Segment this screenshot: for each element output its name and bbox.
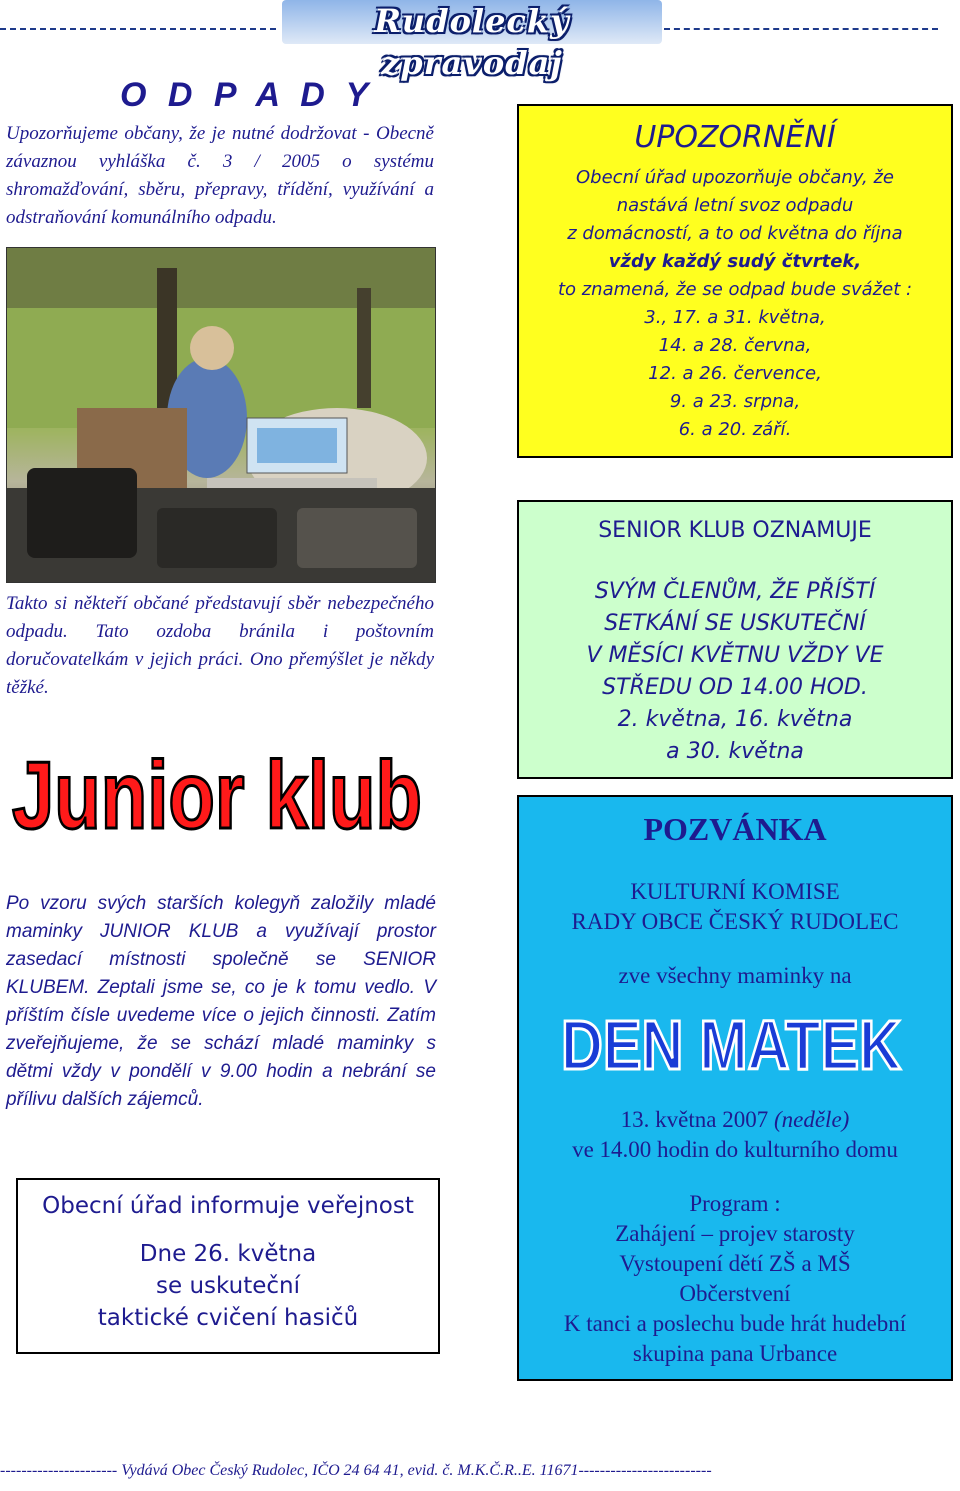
waste-photo-illustration [7,248,435,582]
senior-body [519,576,951,768]
upozorneni-line5: to znamená, že se odpad bude svážet : [557,279,913,300]
senior-line: 2. května, 16. května [617,707,853,732]
program-item: Zahájení – projev starosty [615,1221,855,1246]
odpady-text: Upozorňujeme občany, že je nutné dodržovat - Obecně závaznou vyhláška č. 3 / 2005 o systému shromažďování, sběru, přepravy, třídění, využívání a odstraňování komunálního odpadu. [6,123,434,228]
pozvanka-org2: RADY OBCE ČESKÝ RUDOLEC [571,909,899,934]
waste-schedule-notice [517,104,953,458]
photo-caption: Takto si někteří občané představují sběr nebezpečného odpadu. Tato ozdoba bránila i poštovním doručovatelkám v jejich práci. Ono přemýšlet je někdy těžké. [6,593,434,698]
mothers-day-invitation [517,795,953,1381]
junior-klub-logo [8,740,428,849]
date-line: 12. a 26. července, [648,363,822,384]
date-line: 14. a 28. června, [658,335,812,356]
senior-line: STŘEDU OD 14.00 HOD. [602,675,868,700]
program-title: Program : [689,1191,781,1216]
den-matek-logo [555,1001,915,1084]
program-item: K tanci a poslechu bude hrát hudební [563,1311,907,1336]
masthead-title: Rudolecký zpravodaj [374,2,570,82]
notice-line2: Dne 26. května [139,1241,317,1267]
program-item: Vystoupení dětí ZŠ a MŠ [619,1251,851,1276]
senior-line: SETKÁNÍ SE USKUTEČNÍ [604,611,866,636]
upozorneni-line4: vždy každý sudý čtvrtek, [608,251,862,272]
date-line: 6. a 20. září. [678,419,792,440]
den-matek-logo-text: DEN MATEK [561,1006,901,1084]
program-item: Občerstvení [679,1281,791,1306]
senior-line: a 30. května [666,739,804,764]
header-rule-left [0,28,276,30]
notice-line1: Obecní úřad informuje veřejnost [42,1193,414,1219]
event-day: (neděle) [773,1107,850,1132]
event-date: 13. května 2007 [620,1107,774,1132]
senior-line: V MĚSÍCI KVĚTNU VŽDY VE [586,643,884,668]
notice-line3: se uskuteční [156,1273,300,1299]
junior-klub-logo-text: Junior klub [12,742,422,849]
fire-drill-notice [16,1178,440,1354]
junior-klub-text: Po vzoru svých starších kolegyň založily mladé maminky JUNIOR KLUB a využívají prostor zasedací místnosti společně se SENIOR KLUBEM. Zeptali jsme se, co je k tomu vedlo. V příštím čísle uvedeme více o jejich činnosti. Zatím zveřejňujeme, že se schází mladé maminky s dětmi vždy v pondělí v 9.00 hodin a nebrání se přílivu dalších zájemců. [6,893,436,1110]
senior-club-notice [517,500,953,779]
date-line: 3., 17. a 31. května, [644,307,826,328]
pozvanka-date [519,1105,951,1135]
notice-line4: taktické cvičení hasičů [97,1305,359,1331]
odpady-heading: O D P A D Y [120,76,375,114]
pozvanka-title: POZVÁNKA [643,811,827,847]
header-rule-right [664,28,938,30]
pozvanka-invite: zve všechny maminky na [618,963,852,988]
upozorneni-line2: nastává letní svoz odpadu [616,195,854,216]
senior-title: SENIOR KLUB OZNAMUJE [598,518,872,543]
upozorneni-line1: Obecní úřad upozorňuje občany, že [576,167,894,188]
date-line: 9. a 23. srpna, [669,391,801,412]
senior-line: SVÝM ČLENŮM, ŽE PŘÍŠTÍ [594,579,876,604]
waste-photo [6,247,436,583]
program-item: skupina pana Urbance [632,1341,838,1366]
pozvanka-org1: KULTURNÍ KOMISE [630,879,840,904]
event-time: ve 14.00 hodin do kulturního domu [572,1137,898,1162]
upozorneni-title: UPOZORNĚNÍ [634,120,836,155]
footer-publisher-line: ---------------------- Vydává Obec Český Rudolec, IČO 24 64 41, evid. č. M.K.Č.R..E. 11671------------------------- [0,1462,712,1479]
upozorneni-line3: z domácností, a to od května do října [567,223,903,244]
